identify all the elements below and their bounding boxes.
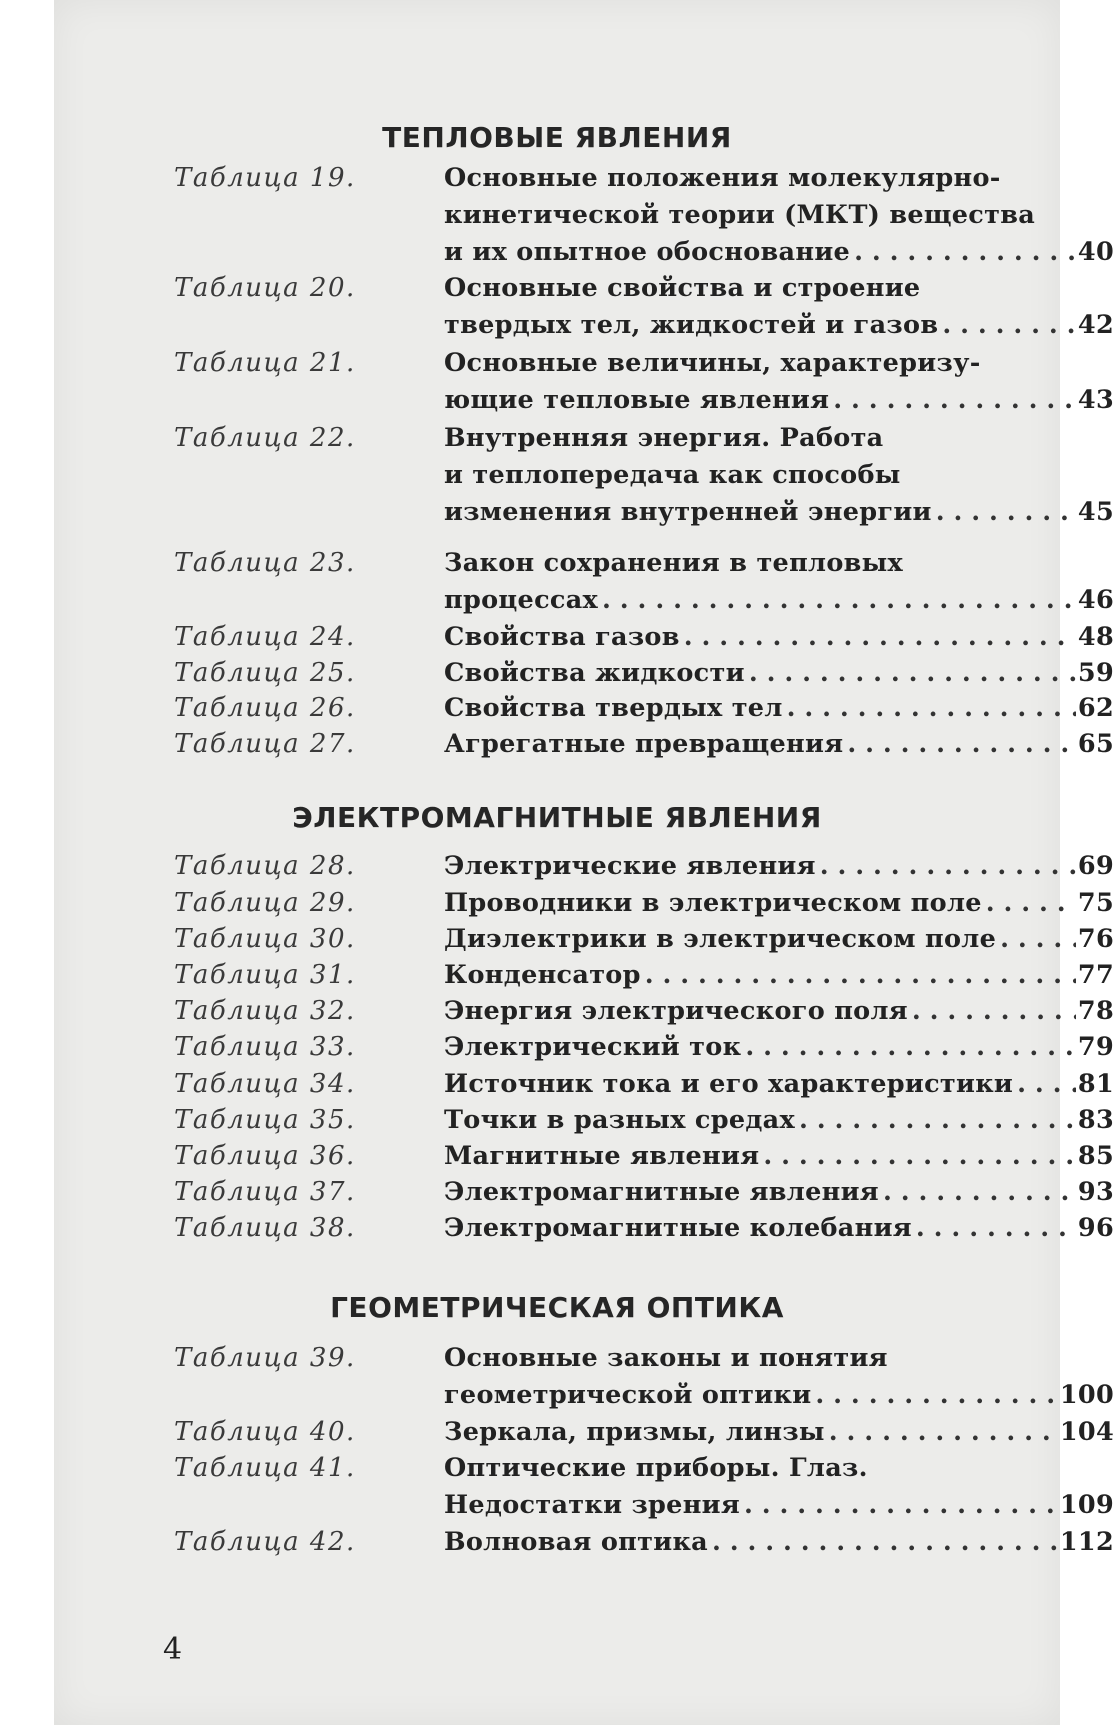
page-ref: 62	[1077, 693, 1114, 723]
page-ref: 83	[1077, 1105, 1114, 1135]
entry-last-line	[444, 307, 1114, 344]
entry-text: Энергия электрического поля	[444, 996, 908, 1026]
entry-last-line	[444, 494, 1114, 531]
table-label: Таблица 24.	[174, 622, 356, 652]
dot-leader	[852, 234, 1076, 271]
entry-last-line	[444, 1102, 1114, 1139]
entry-text: Свойства жидкости	[444, 658, 745, 688]
dot-leader	[940, 307, 1076, 344]
page-ref: 109	[1059, 1490, 1114, 1520]
entry-text: Волновая оптика	[444, 1527, 708, 1557]
table-label: Таблица 20.	[174, 273, 356, 303]
entry-last-line	[444, 382, 1114, 419]
entry-last-line	[444, 1487, 1114, 1524]
entry-text: процессах	[444, 585, 599, 615]
page-ref: 104	[1059, 1417, 1114, 1447]
dot-leader	[831, 382, 1076, 419]
page-ref: 46	[1077, 585, 1114, 615]
page-ref: 79	[1077, 1032, 1114, 1062]
entry-text: и теплопередача как способы	[444, 460, 901, 490]
entry-text: Электромагнитные колебания	[444, 1213, 912, 1243]
entry-text: изменения внутренней энергии	[444, 497, 932, 527]
table-label: Таблица 36.	[174, 1141, 356, 1171]
table-label: Таблица 37.	[174, 1177, 356, 1207]
table-label: Таблица 22.	[174, 423, 356, 453]
entry-text: Недостатки зрения	[444, 1490, 741, 1520]
page-ref: 112	[1059, 1527, 1114, 1557]
dot-leader	[914, 1210, 1076, 1247]
entry-last-line	[444, 993, 1114, 1030]
entry-text: Электрический ток	[444, 1032, 742, 1062]
page-ref: 65	[1077, 729, 1114, 759]
dot-leader	[797, 1102, 1076, 1139]
entry-text: Точки в разных средах	[444, 1105, 795, 1135]
table-label: Таблица 23.	[174, 548, 356, 578]
dot-leader	[743, 1029, 1076, 1066]
page-ref: 43	[1077, 385, 1114, 415]
page-ref: 77	[1077, 960, 1114, 990]
entry-text: ющие тепловые явления	[444, 385, 830, 415]
entry-last-line	[444, 885, 1114, 922]
table-label: Таблица 19.	[174, 163, 356, 193]
section-title: ЭЛЕКТРОМАГНИТНЫЕ ЯВЛЕНИЯ	[292, 801, 822, 834]
table-label: Таблица 27.	[174, 729, 356, 759]
book-page	[54, 0, 1114, 1725]
section-title: ТЕПЛОВЫЕ ЯВЛЕНИЯ	[382, 121, 732, 154]
page-ref: 48	[1077, 622, 1114, 652]
entry-last-line	[444, 582, 1114, 619]
table-label: Таблица 28.	[174, 851, 356, 881]
dot-leader	[845, 726, 1076, 763]
entry-last-line	[444, 1414, 1114, 1451]
entry-text: Основные величины, характеризу-	[444, 348, 981, 378]
entry-last-line	[444, 1377, 1114, 1414]
page-number: 4	[163, 1632, 183, 1667]
dot-leader	[600, 582, 1076, 619]
entry-text: Магнитные явления	[444, 1141, 760, 1171]
table-label: Таблица 42.	[174, 1527, 356, 1557]
entry-last-line	[444, 848, 1114, 885]
page-ref: 81	[1077, 1069, 1114, 1099]
entry-last-line	[444, 726, 1114, 763]
dot-leader	[934, 494, 1076, 531]
table-label: Таблица 31.	[174, 960, 356, 990]
table-label: Таблица 25.	[174, 658, 356, 688]
entry-text: Диэлектрики в электрическом поле	[444, 924, 997, 954]
table-label: Таблица 34.	[174, 1069, 356, 1099]
entry-text: геометрической оптики	[444, 1380, 812, 1410]
entry-last-line	[444, 619, 1114, 656]
entry-text: Свойства твердых тел	[444, 693, 783, 723]
entry-text: Агрегатные превращения	[444, 729, 844, 759]
section-title: ГЕОМЕТРИЧЕСКАЯ ОПТИКА	[330, 1291, 784, 1324]
entry-text: Электрические явления	[444, 851, 816, 881]
page-ref: 42	[1077, 310, 1114, 340]
dot-leader	[742, 1487, 1058, 1524]
entry-text: Проводники в электрическом поле	[444, 888, 982, 918]
entry-text: Основные законы и понятия	[444, 1343, 888, 1373]
entry-text: Свойства газов	[444, 622, 680, 652]
table-label: Таблица 26.	[174, 693, 356, 723]
page-ref: 75	[1077, 888, 1114, 918]
dot-leader	[984, 885, 1076, 922]
entry-last-line	[444, 1524, 1114, 1561]
entry-text: твердых тел, жидкостей и газов	[444, 310, 939, 340]
entry-text: Зеркала, призмы, линзы	[444, 1417, 825, 1447]
entry-last-line	[444, 957, 1114, 994]
entry-text: Электромагнитные явления	[444, 1177, 879, 1207]
page-ref: 78	[1077, 996, 1114, 1026]
page-ref: 100	[1059, 1380, 1114, 1410]
dot-leader	[710, 1524, 1058, 1561]
dot-leader	[818, 848, 1076, 885]
entry-text: Конденсатор	[444, 960, 641, 990]
table-label: Таблица 21.	[174, 348, 356, 378]
entry-text: Внутренняя энергия. Работа	[444, 423, 884, 453]
page-ref: 40	[1077, 237, 1114, 267]
page-ref: 45	[1077, 497, 1114, 527]
table-label: Таблица 40.	[174, 1417, 356, 1447]
table-label: Таблица 32.	[174, 996, 356, 1026]
entry-last-line	[444, 1138, 1114, 1175]
entry-last-line	[444, 1066, 1114, 1103]
table-label: Таблица 39.	[174, 1343, 356, 1373]
entry-text: Оптические приборы. Глаз.	[444, 1453, 868, 1483]
page-ref: 85	[1077, 1141, 1114, 1171]
dot-leader	[1015, 1066, 1076, 1103]
entry-text: Основные свойства и строение	[444, 273, 921, 303]
page-ref: 59	[1077, 658, 1114, 688]
page-ref: 76	[1077, 924, 1114, 954]
dot-leader	[785, 690, 1076, 727]
entry-last-line	[444, 234, 1114, 271]
page-ref: 93	[1077, 1177, 1114, 1207]
page-ref: 69	[1077, 851, 1114, 881]
table-label: Таблица 35.	[174, 1105, 356, 1135]
dot-leader	[998, 921, 1076, 958]
table-label: Таблица 41.	[174, 1453, 356, 1483]
dot-leader	[761, 1138, 1076, 1175]
table-label: Таблица 30.	[174, 924, 356, 954]
entry-last-line	[444, 655, 1114, 692]
dot-leader	[881, 1174, 1076, 1211]
entry-text: и их опытное обоснование	[444, 237, 851, 267]
entry-text: Источник тока и его характеристики	[444, 1069, 1014, 1099]
dot-leader	[910, 993, 1076, 1030]
entry-text: Закон сохранения в тепловых	[444, 548, 904, 578]
table-label: Таблица 33.	[174, 1032, 356, 1062]
table-label: Таблица 38.	[174, 1213, 356, 1243]
entry-last-line	[444, 921, 1114, 958]
dot-leader	[682, 619, 1076, 656]
dot-leader	[643, 957, 1076, 994]
entry-last-line	[444, 1029, 1114, 1066]
entry-last-line	[444, 1174, 1114, 1211]
dot-leader	[747, 655, 1076, 692]
entry-last-line	[444, 690, 1114, 727]
entry-text: Основные положения молекулярно-	[444, 163, 1001, 193]
table-label: Таблица 29.	[174, 888, 356, 918]
dot-leader	[827, 1414, 1058, 1451]
page-ref: 96	[1077, 1213, 1114, 1243]
entry-last-line	[444, 1210, 1114, 1247]
dot-leader	[813, 1377, 1057, 1414]
entry-text: кинетической теории (МКТ) вещества	[444, 200, 1036, 230]
